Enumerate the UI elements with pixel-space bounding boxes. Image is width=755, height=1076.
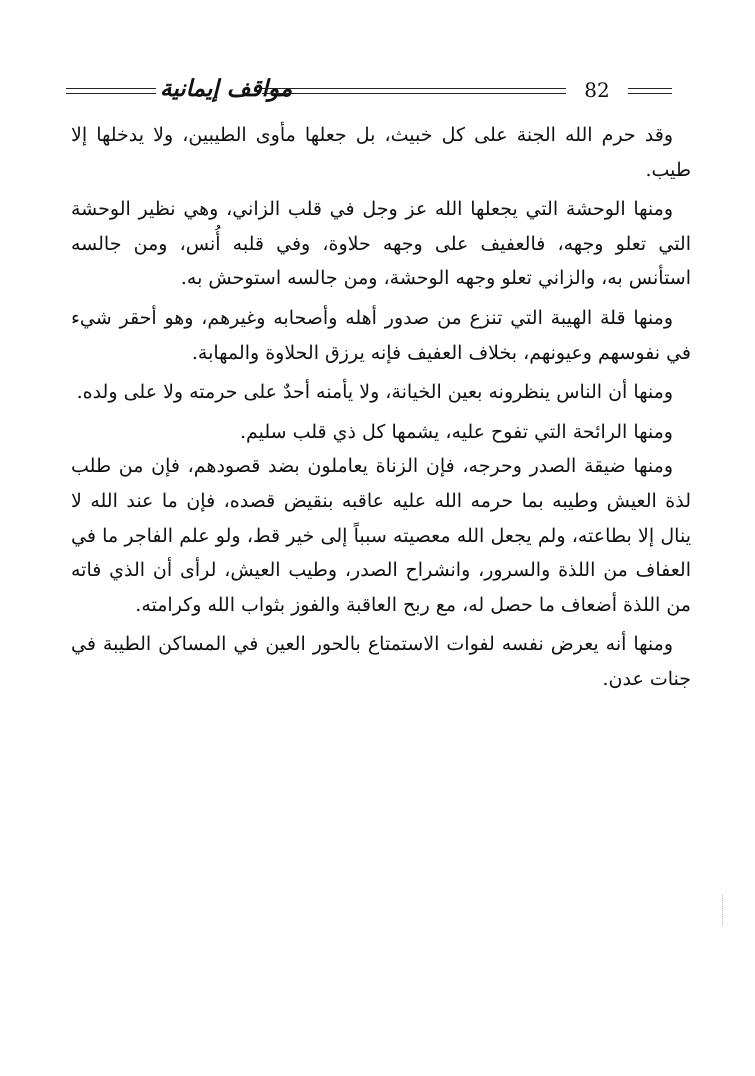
running-title: مواقف إيمانية bbox=[160, 75, 293, 102]
header-rule-right bbox=[628, 88, 672, 94]
paragraph: وقد حرم الله الجنة على كل خبيث، بل جعلها مأوى الطيبين، ولا يدخلها إلا طيب. bbox=[71, 124, 691, 181]
paragraph: ومنها أنه يعرض نفسه لفوات الاستمتاع بالحور العين في المساكن الطيبة في جنات عدن. bbox=[71, 633, 691, 690]
paragraph: ومنها أن الناس ينظرونه بعين الخيانة، ولا يأمنه أحدٌ على حرمته ولا على ولده. bbox=[76, 381, 673, 404]
header-rule-middle bbox=[262, 88, 566, 94]
paragraph: ومنها الوحشة التي يجعلها الله عز وجل في قلب الزاني، وهي نظير الوحشة التي تعلو وجهه، فالعفيف على وجهه حلاوة، وفي قلبه أُنس، ومن جالسه استأنس به، والزاني تعلو وجهه الوحشة، ومن جالسه استوحش به. bbox=[71, 198, 691, 290]
page-header bbox=[66, 72, 672, 112]
header-rule-left bbox=[66, 88, 156, 94]
paragraph: ومنها قلة الهيبة التي تنزع من صدور أهله وأصحابه وغيرهم، وهو أحقر شيء في نفوسهم وعيونهم، بخلاف العفيف فإنه يرزق الحلاوة والمهابة. bbox=[71, 306, 691, 364]
page-number: 82 bbox=[584, 78, 610, 102]
margin-mark bbox=[722, 895, 724, 925]
paragraph: ومنها ضيقة الصدر وحرجه، فإن الزناة يعاملون بضد قصودهم، فإن من طلب لذة العيش وطيبه بما حرمه الله عليه عاقبه بنقيض قصده، فإن ما عند الله لا ينال إلا بطاعته، ولم يجعل الله معصيته سبباً إلى خير قط، ولو علم الفاجر ما في العفاف من اللذة والسرور، وانشراح الصدر، وطيب العيش، لرأى أن الذي فاته من اللذة أضعاف ما حصل له، مع ربح العاقبة والفوز بثواب الله وكرامته. bbox=[71, 455, 691, 616]
paragraph: ومنها الرائحة التي تفوح عليه، يشمها كل ذي قلب سليم. bbox=[239, 420, 673, 443]
body-text bbox=[71, 118, 691, 702]
